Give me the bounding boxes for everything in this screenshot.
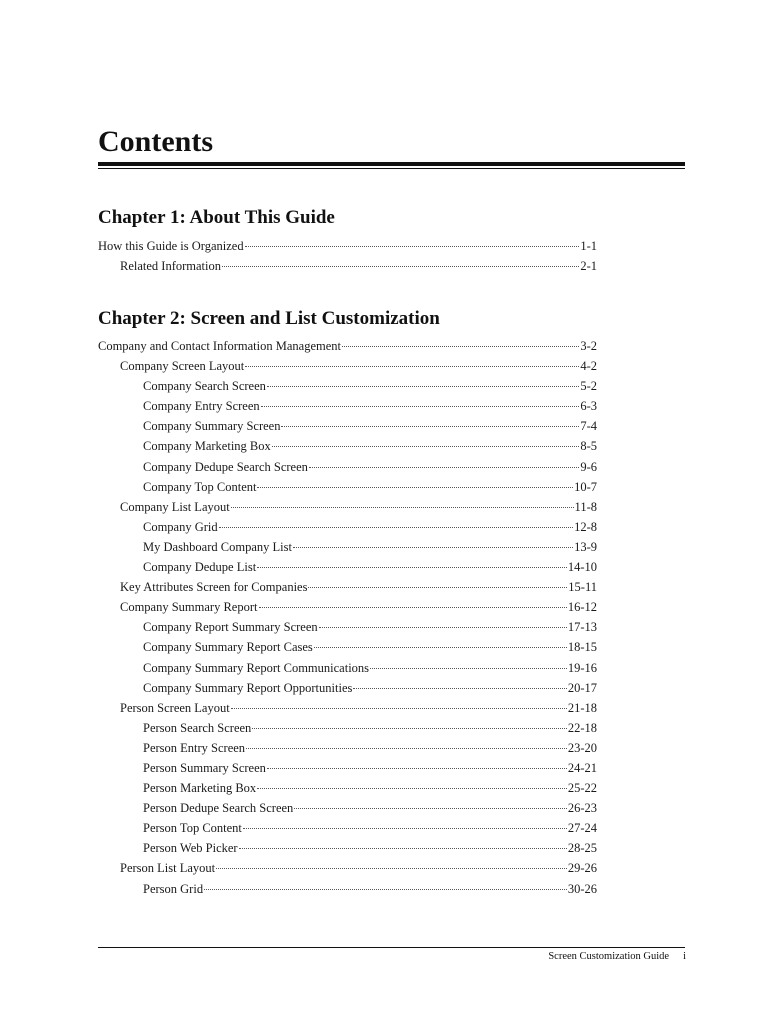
toc-entry-page: 24-21 [567, 760, 597, 775]
toc-entry-title: My Dashboard Company List [143, 539, 292, 554]
toc-entry-title: Company List Layout [120, 499, 230, 514]
toc-entry[interactable] [0, 801, 597, 821]
toc-dot-leader [231, 507, 574, 508]
toc-dot-leader [309, 467, 579, 468]
toc-dot-leader [257, 788, 567, 789]
toc-dot-leader [257, 487, 573, 488]
toc-entry[interactable] [0, 841, 597, 861]
footer-guide-name: Screen Customization Guide [548, 951, 670, 962]
footer-rule [98, 947, 685, 948]
toc-dot-leader [294, 808, 567, 809]
toc-dot-leader [261, 406, 580, 407]
toc-entry[interactable] [0, 239, 597, 259]
toc-entry-page: 12-8 [574, 519, 597, 534]
toc-entry[interactable] [0, 439, 597, 459]
toc-entry[interactable] [0, 821, 597, 841]
toc-entry-title: How this Guide is Organized [98, 239, 244, 253]
toc-entry-title: Person Web Picker [143, 841, 238, 856]
toc-entry-page: 13-9 [574, 539, 597, 554]
toc-entry-title: Company Dedupe List [143, 560, 257, 575]
toc-entry-page: 29-26 [567, 861, 597, 876]
toc-entry[interactable] [0, 882, 597, 902]
toc-entry-title: Company Top Content [143, 479, 257, 494]
toc-entry-page: 19-16 [567, 660, 597, 675]
toc-entry[interactable] [0, 500, 597, 520]
toc-entry-page: 4-2 [580, 359, 597, 374]
toc-entry-page: 21-18 [567, 700, 597, 715]
toc-entry-page: 7-4 [580, 419, 597, 434]
toc-entry-page: 5-2 [580, 379, 597, 394]
toc-entry-title: Person Screen Layout [120, 700, 230, 715]
toc-dot-leader [353, 688, 566, 689]
toc-dot-leader [259, 607, 567, 608]
toc-entry-title: Company Screen Layout [120, 359, 245, 374]
toc-entry-title: Related Information [120, 259, 222, 274]
toc-entry-title: Company Search Screen [143, 379, 266, 394]
toc-dot-leader [231, 708, 567, 709]
toc-entry-title: Person Top Content [143, 821, 242, 836]
toc-dot-leader [308, 587, 567, 588]
toc-dot-leader [314, 647, 567, 648]
footer-page-number: i [683, 951, 686, 962]
toc-entry-page: 1-1 [580, 239, 597, 253]
toc-entry-title: Company Summary Report Cases [143, 640, 313, 655]
chapter-2-heading: Chapter 2: Screen and List Customization [98, 308, 440, 329]
toc-dot-leader [219, 527, 573, 528]
toc-entry[interactable] [0, 640, 597, 660]
toc-entry[interactable] [0, 540, 597, 560]
toc-dot-leader [245, 246, 580, 247]
toc-dot-leader [222, 266, 579, 267]
toc-entry[interactable] [0, 681, 597, 701]
toc-entry-title: Person Search Screen [143, 720, 252, 735]
toc-entry-title: Person Entry Screen [143, 740, 246, 755]
toc-entry-page: 9-6 [580, 459, 597, 474]
toc-dot-leader [342, 346, 579, 347]
toc-entry-title: Person Dedupe Search Screen [143, 801, 294, 816]
toc-entry-page: 10-7 [574, 479, 597, 494]
toc-dot-leader [239, 848, 567, 849]
chapter-1-toc [0, 239, 768, 279]
toc-entry-page: 23-20 [567, 740, 597, 755]
toc-entry-title: Company Report Summary Screen [143, 620, 318, 635]
toc-dot-leader [252, 728, 567, 729]
toc-entry-page: 6-3 [580, 399, 597, 414]
toc-dot-leader [204, 889, 567, 890]
toc-entry[interactable] [0, 600, 597, 620]
toc-entry[interactable] [0, 761, 597, 781]
toc-entry[interactable] [0, 399, 597, 419]
toc-entry-title: Company and Contact Information Management [98, 339, 341, 353]
toc-entry-title: Company Grid [143, 519, 218, 534]
page-title: Contents [98, 125, 214, 158]
toc-entry-title: Company Summary Report [120, 600, 258, 615]
toc-entry[interactable] [0, 580, 597, 600]
toc-dot-leader [293, 547, 573, 548]
toc-dot-leader [257, 567, 567, 568]
toc-dot-leader [370, 668, 567, 669]
title-rule-thin [98, 168, 685, 169]
toc-entry-title: Company Dedupe Search Screen [143, 459, 308, 474]
toc-entry[interactable] [0, 520, 597, 540]
toc-entry[interactable] [0, 861, 597, 881]
toc-entry-page: 2-1 [580, 259, 597, 274]
toc-entry[interactable] [0, 661, 597, 681]
toc-dot-leader [267, 768, 567, 769]
toc-entry[interactable] [0, 259, 597, 279]
toc-dot-leader [246, 748, 567, 749]
toc-entry-page: 22-18 [567, 720, 597, 735]
chapter-1-heading: Chapter 1: About This Guide [98, 207, 335, 228]
toc-entry[interactable] [0, 359, 597, 379]
toc-entry-page: 16-12 [567, 600, 597, 615]
toc-dot-leader [245, 366, 579, 367]
toc-entry-title: Company Summary Report Communications [143, 660, 370, 675]
toc-entry[interactable] [0, 560, 597, 580]
toc-entry[interactable] [0, 339, 597, 359]
toc-entry-page: 27-24 [567, 821, 597, 836]
toc-entry-page: 26-23 [567, 801, 597, 816]
toc-entry-page: 20-17 [567, 680, 597, 695]
chapter-2-toc [0, 339, 768, 902]
toc-entry-page: 3-2 [580, 339, 597, 353]
toc-entry-title: Person List Layout [120, 861, 216, 876]
page-footer [548, 951, 686, 962]
toc-entry-title: Person Grid [143, 881, 204, 896]
toc-entry[interactable] [0, 379, 597, 399]
toc-dot-leader [216, 868, 567, 869]
toc-entry-page: 11-8 [574, 499, 597, 514]
toc-entry-page: 15-11 [568, 580, 597, 595]
toc-entry-page: 25-22 [567, 781, 597, 796]
toc-entry-title: Company Entry Screen [143, 399, 260, 414]
toc-entry[interactable] [0, 741, 597, 761]
toc-entry-page: 30-26 [567, 881, 597, 896]
toc-entry-title: Company Summary Report Opportunities [143, 680, 353, 695]
toc-entry-page: 14-10 [567, 560, 597, 575]
toc-entry-title: Key Attributes Screen for Companies [120, 580, 308, 595]
toc-entry[interactable] [0, 620, 597, 640]
toc-entry[interactable] [0, 701, 597, 721]
toc-dot-leader [243, 828, 567, 829]
toc-entry-page: 8-5 [580, 439, 597, 454]
toc-entry[interactable] [0, 419, 597, 439]
toc-entry-page: 17-13 [567, 620, 597, 635]
toc-entry[interactable] [0, 721, 597, 741]
toc-entry-title: Company Summary Screen [143, 419, 281, 434]
toc-dot-leader [281, 426, 579, 427]
toc-dot-leader [319, 627, 567, 628]
toc-entry[interactable] [0, 781, 597, 801]
title-rule-thick [98, 162, 685, 166]
toc-entry-page: 28-25 [567, 841, 597, 856]
toc-dot-leader [267, 386, 579, 387]
toc-dot-leader [272, 446, 580, 447]
toc-entry-page: 18-15 [567, 640, 597, 655]
toc-entry-title: Person Summary Screen [143, 760, 266, 775]
toc-entry[interactable] [0, 460, 597, 480]
toc-entry-title: Person Marketing Box [143, 781, 257, 796]
toc-entry-title: Company Marketing Box [143, 439, 271, 454]
toc-entry[interactable] [0, 480, 597, 500]
